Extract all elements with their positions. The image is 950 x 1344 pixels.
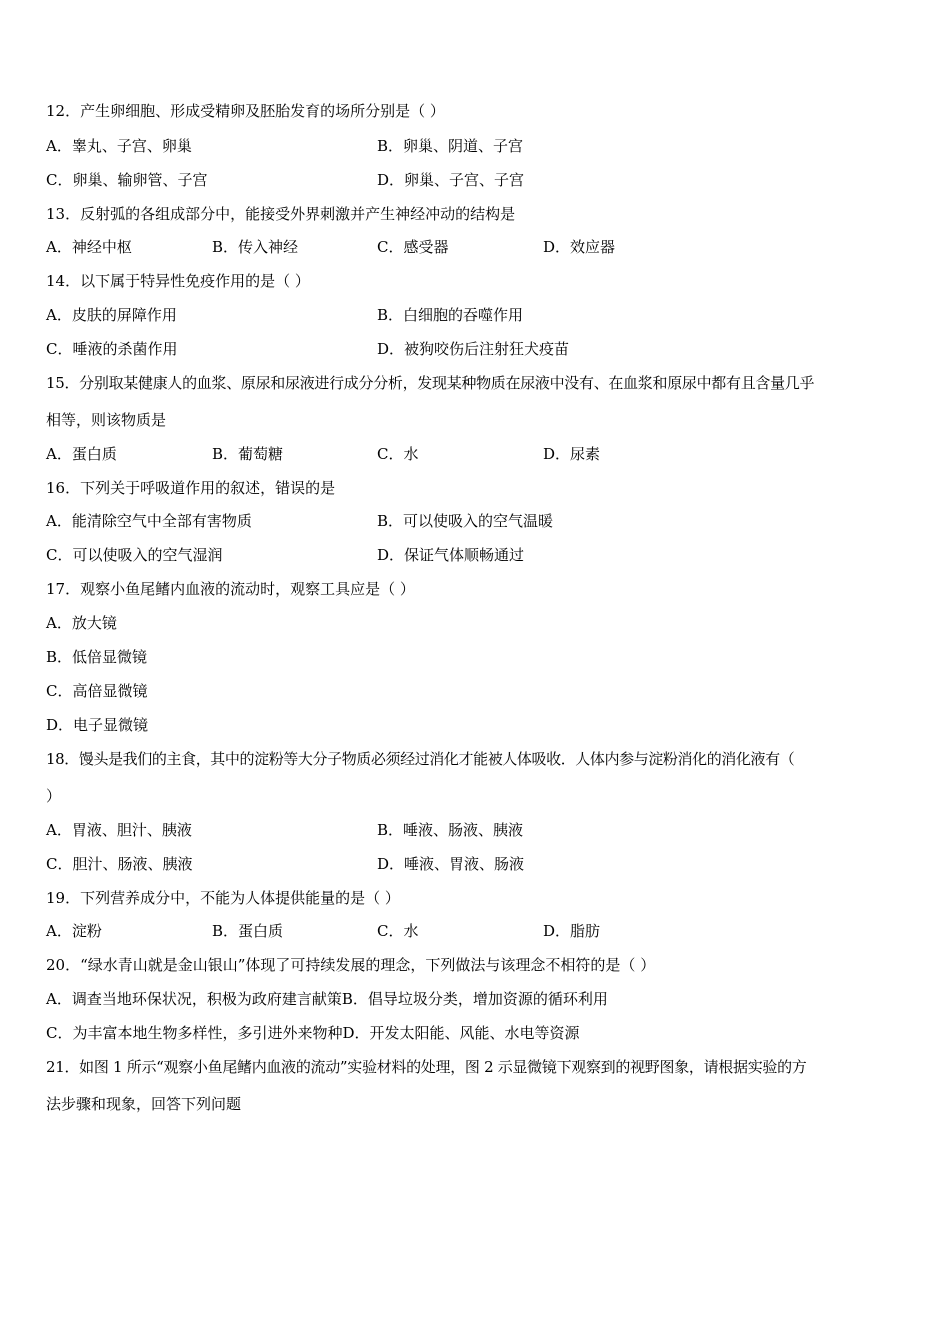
q12-option-b: B．卵巢、阴道、子宫	[377, 137, 524, 155]
q13-stem: 13．反射弧的各组成部分中，能接受外界刺激并产生神经冲动的结构是	[46, 205, 516, 223]
q18-stem-line2: ）	[46, 787, 62, 805]
q13-option-c: C．感受器	[377, 238, 449, 256]
q16-stem: 16．下列关于呼吸道作用的叙述，错误的是	[46, 479, 336, 497]
q15-stem-line2: 相等，则该物质是	[46, 411, 167, 429]
q13-option-a: A．神经中枢	[46, 238, 132, 256]
q19-option-b: B．蛋白质	[212, 922, 284, 940]
q19-option-d: D．脂肪	[543, 922, 601, 940]
q17-option-a: A．放大镜	[46, 614, 117, 632]
q12-option-d: D．卵巢、子宫、子宫	[377, 171, 525, 189]
q18-option-d: D．唾液、胃液、肠液	[377, 855, 525, 873]
q14-option-b: B．白细胞的吞噬作用	[377, 306, 524, 324]
q15-option-b: B．葡萄糖	[212, 445, 284, 463]
q16-option-d: D．保证气体顺畅通过	[377, 546, 525, 564]
q17-option-c: C．高倍显微镜	[46, 682, 148, 700]
q12-stem: 12．产生卵细胞、形成受精卵及胚胎发育的场所分别是（ ）	[46, 102, 445, 120]
q19-option-a: A．淀粉	[46, 922, 102, 940]
q16-option-b: B．可以使吸入的空气温暖	[377, 512, 554, 530]
q12-option-c: C．卵巢、输卵管、子宫	[46, 171, 208, 189]
q21-stem-line1: 21．如图 1 所示“观察小鱼尾鳍内血液的流动”实验材料的处理，图 2 示显微镜下观察到的视野图象，请根据实验的方	[46, 1058, 807, 1076]
q17-option-b: B．低倍显微镜	[46, 648, 148, 666]
q15-option-d: D．尿素	[543, 445, 601, 463]
q19-stem: 19．下列营养成分中，不能为人体提供能量的是（ ）	[46, 889, 400, 907]
q16-option-c: C．可以使吸入的空气湿润	[46, 546, 223, 564]
q13-option-d: D．效应器	[543, 238, 616, 256]
q17-option-d: D．电子显微镜	[46, 716, 149, 734]
q14-option-c: C．唾液的杀菌作用	[46, 340, 178, 358]
q14-option-a: A．皮肤的屏障作用	[46, 306, 177, 324]
q19-option-c: C．水	[377, 922, 419, 940]
q20-stem: 20．“绿水青山就是金山银山”体现了可持续发展的理念，下列做法与该理念不相符的是（ ）	[46, 956, 656, 974]
q21-stem-line2: 法步骤和现象，回答下列问题	[46, 1095, 242, 1113]
q15-option-c: C．水	[377, 445, 419, 463]
q20-options-ab: A．调查当地环保状况，积极为政府建言献策B．倡导垃圾分类，增加资源的循环利用	[46, 990, 608, 1008]
q18-option-a: A．胃液、胆汁、胰液	[46, 821, 192, 839]
q14-stem: 14．以下属于特异性免疫作用的是（ ）	[46, 272, 310, 290]
q18-stem-line1: 18．馒头是我们的主食，其中的淀粉等大分子物质必须经过消化才能被人体吸收．人体内参与淀粉消化的消化液有（	[46, 750, 795, 768]
q15-option-a: A．蛋白质	[46, 445, 117, 463]
q18-option-b: B．唾液、肠液、胰液	[377, 821, 524, 839]
q15-stem-line1: 15．分别取某健康人的血浆、原尿和尿液进行成分分析，发现某种物质在尿液中没有、在血浆和原尿中都有且含量几乎	[46, 374, 815, 392]
q14-option-d: D．被狗咬伤后注射狂犬疫苗	[377, 340, 570, 358]
q20-options-cd: C．为丰富本地生物多样性，多引进外来物种D．开发太阳能、风能、水电等资源	[46, 1024, 580, 1042]
q13-option-b: B．传入神经	[212, 238, 299, 256]
q18-option-c: C．胆汁、肠液、胰液	[46, 855, 193, 873]
q17-stem: 17．观察小鱼尾鳍内血液的流动时，观察工具应是（ ）	[46, 580, 415, 598]
q12-option-a: A．睾丸、子宫、卵巢	[46, 137, 192, 155]
q16-option-a: A．能清除空气中全部有害物质	[46, 512, 252, 530]
